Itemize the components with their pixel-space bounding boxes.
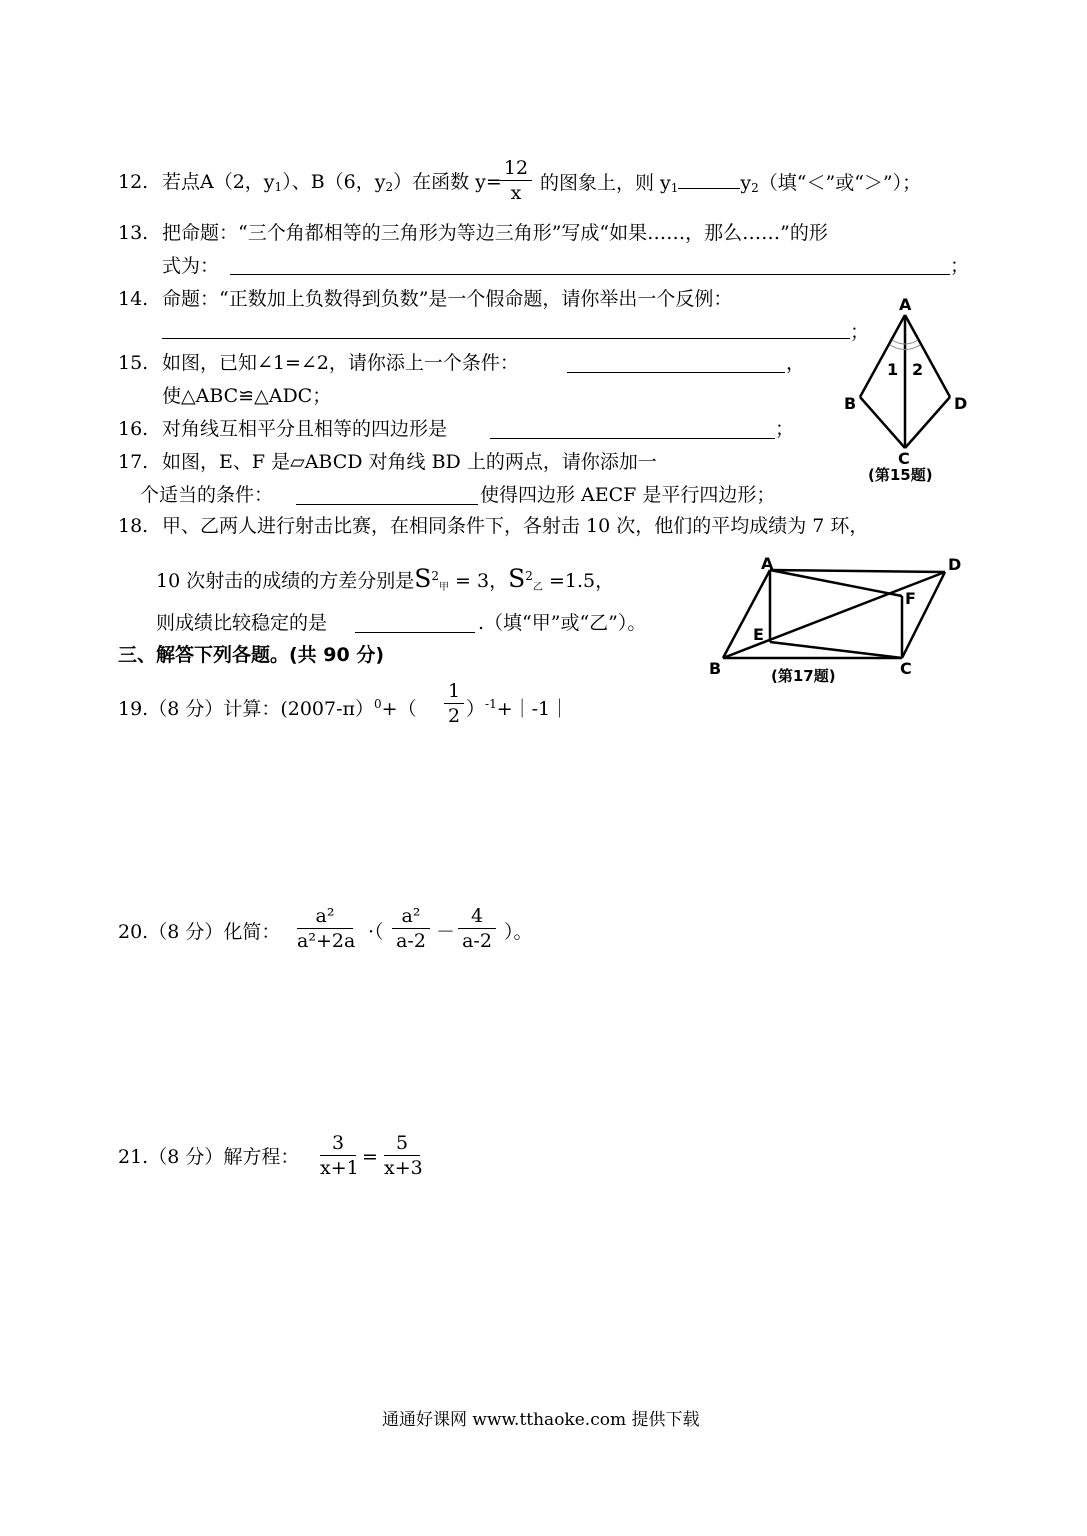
q18-number: 18.: [118, 515, 149, 537]
figure-15: [830, 290, 1010, 490]
q12-answer-blank[interactable]: [678, 170, 740, 189]
q13-line2: 式为：: [162, 255, 220, 277]
q13-line1: 把命题：“三个角都相等的三角形为等边三角形”写成“如果……，那么……”的形: [162, 222, 828, 244]
fig17-label-C: C: [900, 659, 912, 678]
q21-text: 21.（8 分）解方程：: [118, 1146, 300, 1168]
fig15-angle-2: 2: [912, 360, 924, 379]
q15-line1: 如图，已知∠1=∠2，请你添上一个条件：: [162, 352, 519, 374]
q12-fraction: 12 x: [500, 157, 532, 204]
figure-17: [705, 550, 975, 690]
q12-text-tail: 的图象上，则 $y_1$ $y_2$（填“＜”或“＞”）；: [540, 172, 922, 195]
q16-answer-blank[interactable]: [490, 420, 775, 439]
q12-number: 12.: [118, 171, 149, 193]
q19-text-tail: ）$^{-1}$+｜-1｜: [466, 697, 570, 720]
q20-text: 20.（8 分）化简：: [118, 921, 281, 943]
q14-line1: 命题：“正数加上负数得到负数”是一个假命题，请你举出一个反例：: [162, 288, 733, 310]
fig17-label-D: D: [948, 555, 962, 574]
q15-comma: ，: [786, 352, 806, 374]
fig17-label-E: E: [753, 625, 764, 644]
q17-line2a: 个适当的条件：: [140, 484, 274, 506]
q15-line2: 使△ABC≌△ADC；: [162, 385, 332, 407]
q14-answer-blank[interactable]: [162, 320, 850, 339]
q20-fraction-3: 4 a-2: [458, 905, 496, 952]
fig17-label-B: B: [709, 659, 722, 678]
q20-fraction-1: a² a²+2a: [297, 905, 356, 952]
q18-line3a: 则成绩比较稳定的是: [156, 612, 328, 634]
fig17-label-A: A: [761, 554, 774, 573]
q15-answer-blank[interactable]: [567, 354, 785, 373]
fig15-label-D: D: [954, 394, 968, 413]
q18-line3b: .（填“甲”或“乙”）。: [478, 612, 647, 634]
page-footer: 通通好课网 www.tthaoke.com 提供下载: [382, 1410, 700, 1430]
q17-line1: 如图，E、F 是▱ABCD 对角线 BD 上的两点，请你添加一: [162, 451, 657, 473]
fig17-label-F: F: [905, 589, 916, 608]
q13-end: ；: [950, 255, 970, 277]
q17-line2b: 使得四边形 AECF 是平行四边形；: [480, 484, 776, 506]
q18-answer-blank[interactable]: [355, 614, 475, 633]
q20-minus: －: [436, 921, 456, 943]
q16-end: ；: [775, 418, 795, 440]
q14-number: 14.: [118, 288, 149, 310]
fig15-caption: (第15题): [868, 466, 933, 484]
q19-text: 19.（8 分）计算：(2007-π）$^0$+（: [118, 697, 417, 720]
section-heading: 三、解答下列各题。(共 90 分): [118, 644, 385, 666]
q15-number: 15.: [118, 352, 149, 374]
q20-end: ）。: [504, 921, 533, 943]
q13-answer-blank[interactable]: [230, 256, 950, 275]
fig15-label-C: C: [898, 449, 910, 468]
q19-fraction: 1 2: [444, 680, 464, 727]
q16-text: 对角线互相平分且相等的四边形是: [162, 418, 448, 440]
q21-equals: =: [362, 1146, 378, 1168]
q18-line2: 10 次射击的成绩的方差分别是$S^2_甲 = 3$，$S^2_乙 =1.5$，: [156, 564, 615, 593]
q17-answer-blank[interactable]: [296, 486, 478, 505]
q13-number: 13.: [118, 222, 149, 244]
q17-number: 17.: [118, 451, 149, 473]
q18-line1: 甲、乙两人进行射击比赛，在相同条件下，各射击 10 次，他们的平均成绩为 7 环，: [162, 515, 869, 537]
fig17-caption: (第17题): [771, 667, 836, 685]
q21-fraction-1: 3 x+1: [320, 1132, 359, 1179]
q20-dot: ·（: [368, 921, 384, 943]
q16-number: 16.: [118, 418, 149, 440]
fig15-angle-1: 1: [887, 360, 899, 379]
q20-fraction-2: a² a-2: [392, 905, 430, 952]
fig15-label-B: B: [844, 394, 857, 413]
q21-fraction-2: 5 x+3: [384, 1132, 423, 1179]
fig15-label-A: A: [899, 295, 912, 314]
q14-end: ；: [850, 321, 870, 343]
q12-text: 若点A（2，$y_1$）、B（6，$y_2$）在函数 y=: [162, 171, 502, 194]
